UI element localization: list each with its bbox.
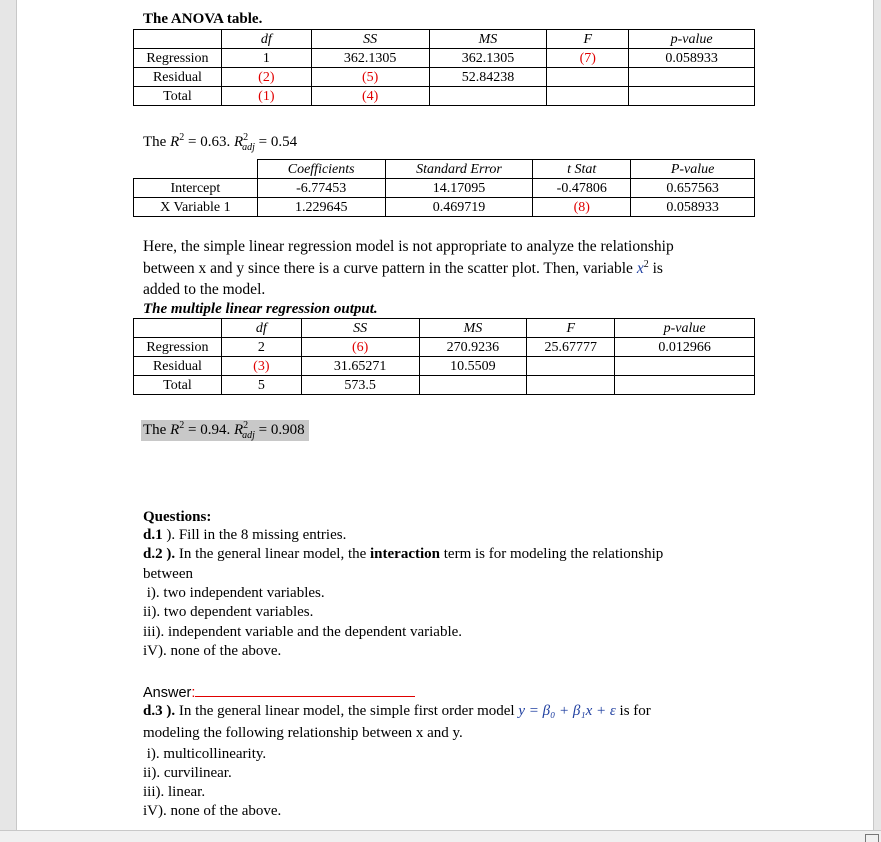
table-header-row — [134, 160, 755, 179]
question-label: d.1 — [143, 527, 163, 543]
r-squared-adj-value: = 0.908 — [258, 422, 305, 438]
paragraph-line-1: Here, the simple linear regression model is not appropriate to analyze the relationship — [143, 238, 674, 255]
question-text: term is for modeling the relationship — [440, 546, 664, 562]
squared-superscript: 2 — [179, 132, 185, 143]
cell-ms: 362.1305 — [429, 49, 547, 68]
r-squared-line-highlighted — [141, 421, 309, 439]
option-d3-i: i). multicollinearity. — [143, 746, 267, 762]
row-label: Total — [134, 376, 222, 395]
header-f: F — [527, 319, 615, 338]
header-cell — [134, 319, 222, 338]
missing-entry-4: (4) — [311, 87, 429, 106]
question-d3-line-2: modeling the following relationship between x and y. — [143, 725, 463, 741]
separator: . — [226, 422, 231, 438]
cell-p-value — [629, 87, 755, 106]
cell-ms: 10.5509 — [419, 357, 527, 376]
table-row — [134, 338, 755, 357]
missing-entry-1: (1) — [221, 87, 311, 106]
cell-coefficient: 1.229645 — [257, 198, 385, 217]
option-d2-iii: iii). independent variable and the dependent variable. — [143, 624, 463, 640]
missing-entry-3: (3) — [221, 357, 301, 376]
cell-standard-error: 14.17095 — [385, 179, 533, 198]
cell-p-value — [629, 68, 755, 87]
paragraph-text: between x and y since there is a curve pattern in the scatter plot. Then, variable — [143, 260, 633, 277]
header-ss: SS — [311, 30, 429, 49]
header-p-value: p-value — [629, 30, 755, 49]
cell-t-stat: -0.47806 — [533, 179, 631, 198]
anova-table-title: The ANOVA table. — [143, 11, 263, 27]
cell-df: 5 — [221, 376, 301, 395]
header-df: df — [221, 30, 311, 49]
table-row — [134, 68, 755, 87]
cell-coefficient: -6.77453 — [257, 179, 385, 198]
header-f: F — [547, 30, 629, 49]
question-d2 — [143, 545, 663, 563]
row-label: Total — [134, 87, 222, 106]
table-row — [134, 198, 755, 217]
question-d1 — [143, 526, 346, 544]
row-label: X Variable 1 — [134, 198, 258, 217]
x-squared-variable: x — [636, 260, 644, 277]
option-d3-iv: iV). none of the above. — [143, 803, 282, 819]
paragraph-line-2 — [143, 260, 663, 278]
r-squared-symbol: R — [170, 422, 180, 438]
squared-superscript: 2 — [179, 420, 185, 431]
r-squared-symbol: R — [170, 134, 180, 150]
table-header-row — [134, 30, 755, 49]
answer-colon: : — [191, 685, 196, 701]
answer-label: Answer — [143, 685, 192, 701]
cell-p-value: 0.657563 — [631, 179, 755, 198]
r-squared-line — [143, 133, 297, 151]
cell-df: 2 — [221, 338, 301, 357]
header-cell — [134, 160, 258, 179]
header-ss: SS — [301, 319, 419, 338]
r-squared-value: = 0.94 — [188, 422, 227, 438]
missing-entry-7: (7) — [547, 49, 629, 68]
row-label: Intercept — [134, 179, 258, 198]
header-p-value: p-value — [615, 319, 755, 338]
answer-line — [143, 682, 415, 702]
missing-entry-8: (8) — [533, 198, 631, 217]
multiple-regression-table — [133, 318, 755, 395]
table-row — [134, 376, 755, 395]
cell-ms — [419, 376, 527, 395]
header-ms: MS — [419, 319, 527, 338]
cell-f — [527, 357, 615, 376]
paragraph-line-3: added to the model. — [143, 281, 266, 298]
option-d2-ii: ii). two dependent variables. — [143, 604, 314, 620]
table-row — [134, 49, 755, 68]
missing-entry-5: (5) — [311, 68, 429, 87]
header-coefficients: Coefficients — [257, 160, 385, 179]
row-label: Regression — [134, 49, 222, 68]
option-d3-iii: iii). linear. — [143, 784, 206, 800]
squared-superscript: 2 — [643, 258, 649, 270]
header-cell — [134, 30, 222, 49]
cell-df: 1 — [221, 49, 311, 68]
question-keyword: interaction — [370, 546, 440, 562]
question-label: d.3 ). — [143, 703, 176, 719]
cell-ms — [429, 87, 547, 106]
anova-table — [133, 29, 755, 106]
row-label: Residual — [134, 357, 222, 376]
cell-p-value: 0.058933 — [631, 198, 755, 217]
questions-heading: Questions: — [143, 509, 212, 525]
coefficients-table — [133, 159, 755, 217]
cell-p-value: 0.012966 — [615, 338, 755, 357]
cell-ss: 573.5 — [301, 376, 419, 395]
right-scrollbar-track[interactable] — [873, 0, 881, 830]
status-bar — [0, 830, 881, 842]
cell-p-value: 0.058933 — [629, 49, 755, 68]
option-d3-ii: ii). curvilinear. — [143, 765, 232, 781]
table-row — [134, 357, 755, 376]
separator: . — [226, 134, 231, 150]
header-p-value: P-value — [631, 160, 755, 179]
r-squared-prefix: The — [143, 134, 167, 150]
option-d2-i: i). two independent variables. — [143, 585, 325, 601]
left-page-margin — [0, 0, 17, 830]
squared-superscript: 2 — [243, 420, 249, 431]
multiple-regression-title: The multiple linear regression output. — [143, 301, 378, 317]
model-formula: y = β₀ + β₁x + ε — [518, 703, 616, 719]
cell-p-value — [615, 376, 755, 395]
row-label: Regression — [134, 338, 222, 357]
cell-f: 25.67777 — [527, 338, 615, 357]
r-squared-value: = 0.63 — [188, 134, 227, 150]
cell-ms: 52.84238 — [429, 68, 547, 87]
r-squared-adj-symbol: R — [233, 134, 244, 150]
header-df: df — [221, 319, 301, 338]
header-ms: MS — [429, 30, 547, 49]
highlighted-selection — [141, 420, 309, 441]
row-label: Residual — [134, 68, 222, 87]
missing-entry-6: (6) — [301, 338, 419, 357]
squared-superscript: 2 — [243, 132, 249, 143]
cell-f — [527, 376, 615, 395]
question-text: In the general linear model, the — [175, 546, 371, 562]
question-text: In the general linear model, the simple first order model — [175, 703, 515, 719]
table-row — [134, 87, 755, 106]
paragraph-text: is — [652, 260, 663, 277]
option-d2-iv: iV). none of the above. — [143, 643, 282, 659]
cell-f — [547, 87, 629, 106]
question-d3 — [143, 702, 651, 720]
missing-entry-2: (2) — [221, 68, 311, 87]
question-text: ). Fill in the 8 missing entries. — [162, 527, 347, 543]
cell-ss: 362.1305 — [311, 49, 429, 68]
question-d2-line-2: between — [143, 566, 193, 582]
cell-ms: 270.9236 — [419, 338, 527, 357]
header-standard-error: Standard Error — [385, 160, 533, 179]
question-label: d.2 ). — [143, 546, 176, 562]
cell-p-value — [615, 357, 755, 376]
table-header-row — [134, 319, 755, 338]
adj-subscript: adj — [242, 142, 255, 153]
r-squared-adj-symbol: R — [233, 422, 244, 438]
cell-ss: 31.65271 — [301, 357, 419, 376]
adj-subscript: adj — [242, 430, 255, 441]
cell-standard-error: 0.469719 — [385, 198, 533, 217]
question-text: is for — [615, 703, 651, 719]
answer-input[interactable] — [195, 682, 415, 697]
cell-f — [547, 68, 629, 87]
r-squared-adj-value: = 0.54 — [258, 134, 298, 150]
table-row — [134, 179, 755, 198]
header-t-stat: t Stat — [533, 160, 631, 179]
r-squared-prefix: The — [143, 422, 167, 438]
